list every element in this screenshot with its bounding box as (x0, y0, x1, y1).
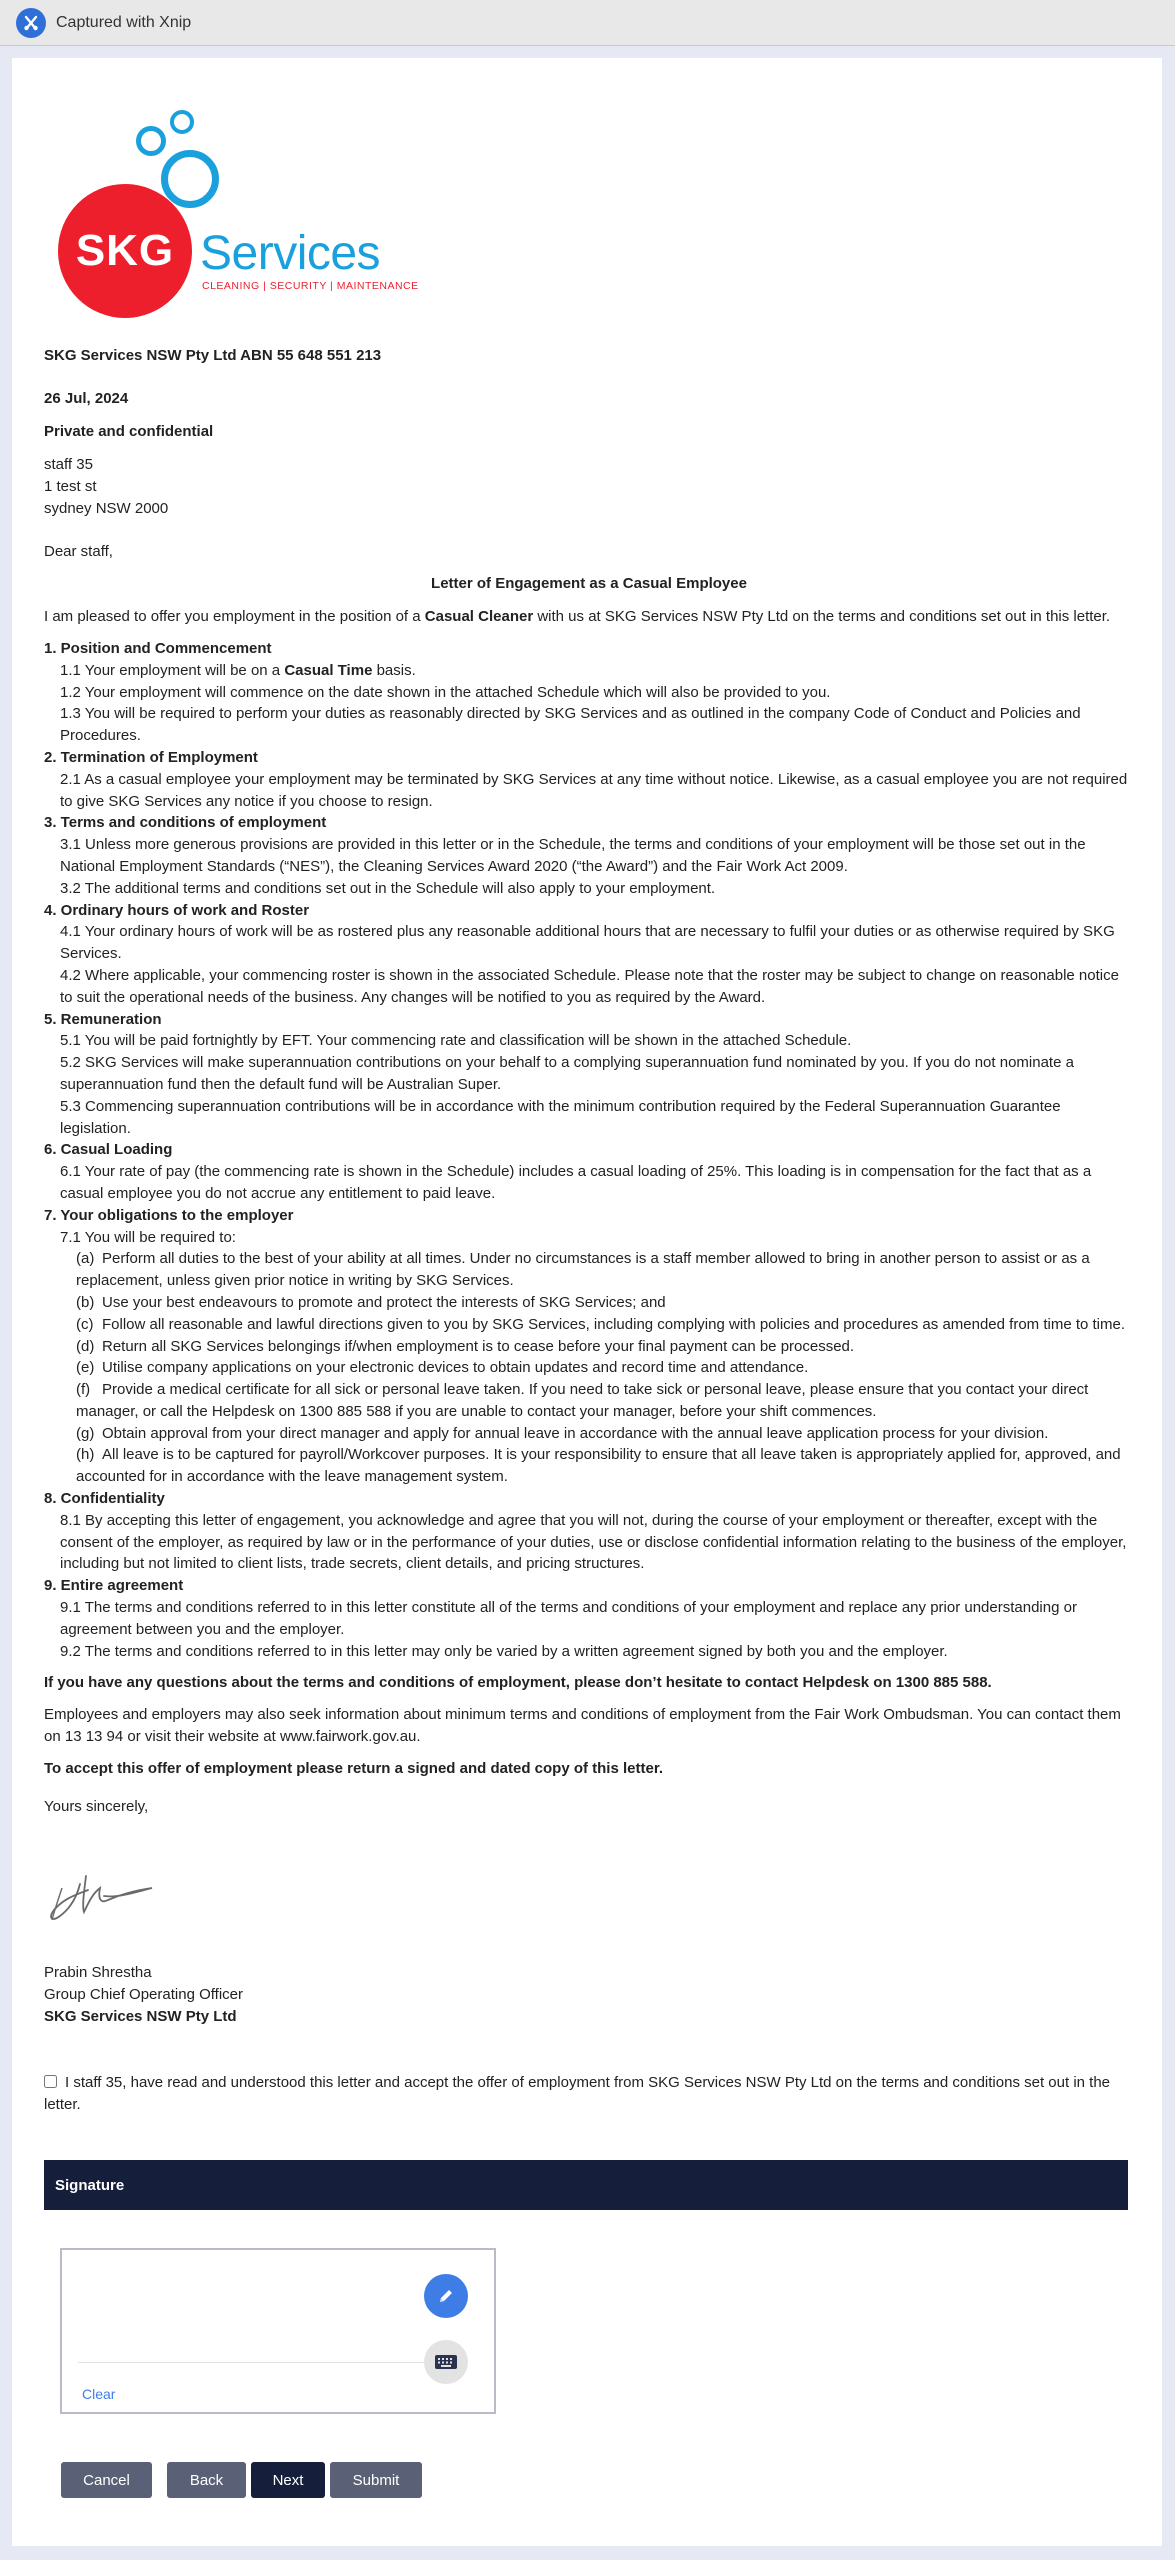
consent-checkbox[interactable] (44, 2075, 57, 2088)
fairwork-note: Employees and employers may also seek information about minimum terms and conditions of employment from the Fair Work Ombudsman. You can contact them on 13 13 94 or visit their website at www.fairwork.gov.au. (44, 1706, 1121, 1746)
xnip-app-icon (16, 8, 46, 38)
logo-bubble-small (170, 110, 194, 134)
keyboard-icon (434, 2354, 458, 2370)
greeting: Dear staff, (44, 543, 113, 560)
logo-red-circle: SKG (58, 184, 192, 318)
back-button[interactable]: Back (167, 2462, 246, 2498)
section-heading: 2. Termination of Employment (44, 748, 258, 766)
terms-list (44, 638, 1134, 1817)
cancel-button[interactable]: Cancel (61, 2462, 152, 2498)
obligation-item: (e) Utilise company applications on your electronic devices to obtain updates and record time and attendance. (76, 1359, 809, 1377)
closing: Yours sincerely, (44, 1797, 149, 1815)
clause: 1.1 Your employment will be on a Casual Time basis. (60, 661, 416, 679)
signatory-title: Group Chief Operating Officer (44, 1985, 243, 2003)
letter-title: Letter of Engagement as a Casual Employee (431, 575, 747, 592)
consent-text: I staff 35, have read and understood this letter and accept the offer of employment from SKG Services NSW Pty Ltd on the terms and conditions set out in the letter. (44, 2074, 1111, 2113)
logo-tagline: CLEANING | SECURITY | MAINTENANCE (202, 280, 419, 292)
clause: 1.2 Your employment will commence on the date shown in the attached Schedule which will also be provided to you. (60, 683, 831, 701)
capture-toolbar (0, 0, 1175, 46)
clause: 1.3 You will be required to perform your duties as reasonably directed by SKG Services and as outlined in the company Code of Conduct and Policies and Procedures. (60, 705, 1081, 745)
clause: 5.2 SKG Services will make superannuation contributions on your behalf to a complying superannuation fund nominated by you. If you do not nominate a superannuation fund then the default fund will be Australian Super. (60, 1054, 1074, 1093)
section-heading: 7. Your obligations to the employer (44, 1206, 294, 1224)
section-heading: 5. Remuneration (44, 1010, 162, 1028)
clause: 3.2 The additional terms and conditions set out in the Schedule will also apply to your employment. (60, 879, 716, 897)
helpdesk-note: If you have any questions about the terms and conditions of employment, please don’t hesitate to contact Helpdesk on 1300 885 588. (44, 1674, 992, 1692)
position-name: Casual Cleaner (424, 608, 534, 625)
signature-section-header: Signature (44, 2160, 1128, 2210)
clause: 5.1 You will be paid fortnightly by EFT. Your commencing rate and classification will be shown in the attached Schedule. (60, 1032, 852, 1050)
draw-signature-button[interactable] (424, 2274, 468, 2318)
obligation-item: (d) Return all SKG Services belongings if/when employment is to cease before your final payment can be processed. (76, 1337, 855, 1355)
clause: 4.2 Where applicable, your commencing roster is shown in the associated Schedule. Please note that the roster may be subject to change on reasonable notice to suit the operational needs of the business. Any changes will be notified to you as required by the Award. (60, 966, 1119, 1006)
logo-bubble-large (161, 150, 219, 208)
letter-date: 26 Jul, 2024 (44, 390, 129, 407)
signatory-name: Prabin Shrestha (44, 1964, 152, 1981)
handwritten-signature (18, 1848, 168, 1948)
address-line: staff 35 (44, 456, 93, 473)
signatory-block (44, 1962, 1134, 2027)
obligation-item: (h) All leave is to be captured for payroll/Workcover purposes. It is your responsibility to ensure that all leave taken is appropriately applied for, approved, and accounted for in accordance with the leave management system. (76, 1446, 1121, 1486)
obligation-item: (f) Provide a medical certificate for all sick or personal leave taken. If you need to take sick or personal leave, please ensure that you contact your direct manager, or call the Helpdesk on 1300 885 588 if you are unable to contact your manager, before your shift commences. (76, 1381, 1089, 1420)
section-heading: 8. Confidentiality (44, 1490, 165, 1508)
accept-note: To accept this offer of employment please return a signed and dated copy of this letter. (44, 1759, 664, 1777)
section-heading: 6. Casual Loading (44, 1141, 173, 1159)
obligation-item: (b) Use your best endeavours to promote and protect the interests of SKG Services; and (76, 1293, 666, 1311)
section-heading: 9. Entire agreement (44, 1577, 184, 1595)
obligation-item: (a) Perform all duties to the best of your ability at all times. Under no circumstances is a staff member allowed to bring in another person to assist or as a replacement, unless given prior notice in writing by SKG Services. (76, 1250, 1090, 1290)
clause: 6.1 Your rate of pay (the commencing rate is shown in the Schedule) includes a casual loading of 25%. This loading is in compensation for the fact that as a casual employee you do not accrue any entitlement to paid leave. (60, 1163, 1092, 1202)
clause: 9.2 The terms and conditions referred to in this letter may only be varied by a written agreement signed by both you and the employer. (60, 1642, 948, 1660)
signature-baseline (78, 2362, 444, 2363)
capture-title: Captured with Xnip (56, 13, 192, 31)
signature-pad[interactable] (60, 2248, 496, 2414)
clear-signature-link[interactable]: Clear (82, 2386, 116, 2402)
section-heading: 3. Terms and conditions of employment (44, 814, 327, 832)
next-button[interactable]: Next (251, 2462, 325, 2498)
clause: 7.1 You will be required to: (60, 1228, 236, 1246)
logo-wordmark: Services (200, 227, 381, 280)
clause: 9.1 The terms and conditions referred to in this letter constitute all of the terms and conditions of your employment and replace any prior understanding or agreement between you and the employer. (60, 1599, 1077, 1638)
address-line: sydney NSW 2000 (44, 499, 169, 517)
clause: 8.1 By accepting this letter of engagement, you acknowledge and agree that you will not, during the course of your employment or thereafter, except with the consent of the employer, as required by law or in the performance of your duties, use or disclose confidential information relating to the business of the employer, including but not limited to client lists, trade secrets, client details, and pricing structures. (60, 1511, 1127, 1573)
signatory-company: SKG Services NSW Pty Ltd (44, 2007, 237, 2025)
obligation-item: (g) Obtain approval from your direct manager and apply for annual leave in accordance with the annual leave application process for your division. (76, 1424, 1049, 1442)
confidential-label: Private and confidential (44, 423, 214, 440)
company-line: SKG Services NSW Pty Ltd ABN 55 648 551 213 (44, 347, 382, 364)
consent-row (44, 2072, 1134, 2116)
logo-bubble-medium (136, 126, 166, 156)
section-heading: 4. Ordinary hours of work and Roster (44, 901, 310, 919)
address-line: 1 test st (44, 477, 97, 495)
clause: 5.3 Commencing superannuation contributions will be in accordance with the minimum contribution required by the Federal Superannuation Guarantee legislation. (60, 1097, 1061, 1137)
submit-button[interactable]: Submit (330, 2462, 422, 2498)
intro-paragraph: I am pleased to offer you employment in the position of a Casual Cleaner with us at SKG Services NSW Pty Ltd on the terms and conditions set out in this letter. (44, 608, 1111, 625)
type-signature-button[interactable] (424, 2340, 468, 2384)
obligation-item: (c) Follow all reasonable and lawful directions given to you by SKG Services, including complying with policies and procedures as amended from time to time. (76, 1315, 1126, 1333)
clause: 4.1 Your ordinary hours of work will be as rostered plus any reasonable additional hours that are necessary to fulfil your duties or as otherwise required by SKG Services. (60, 923, 1115, 963)
section-heading: 1. Position and Commencement (44, 640, 272, 657)
pencil-icon (436, 2286, 456, 2306)
recipient-address (44, 454, 1134, 519)
clause: 2.1 As a casual employee your employment may be terminated by SKG Services at any time without notice. Likewise, as a casual employee you are not required to give SKG Services any notice if you choose to resign. (60, 770, 1128, 810)
clause: 3.1 Unless more generous provisions are provided in this letter or in the Schedule, the terms and conditions of your employment will be those set out in the National Employment Standards (“NES”), the Cleaning Services Award 2020 (“the Award”) and the Fair Work Act 2009. (60, 836, 1086, 875)
letter-sheet (12, 58, 1162, 2546)
